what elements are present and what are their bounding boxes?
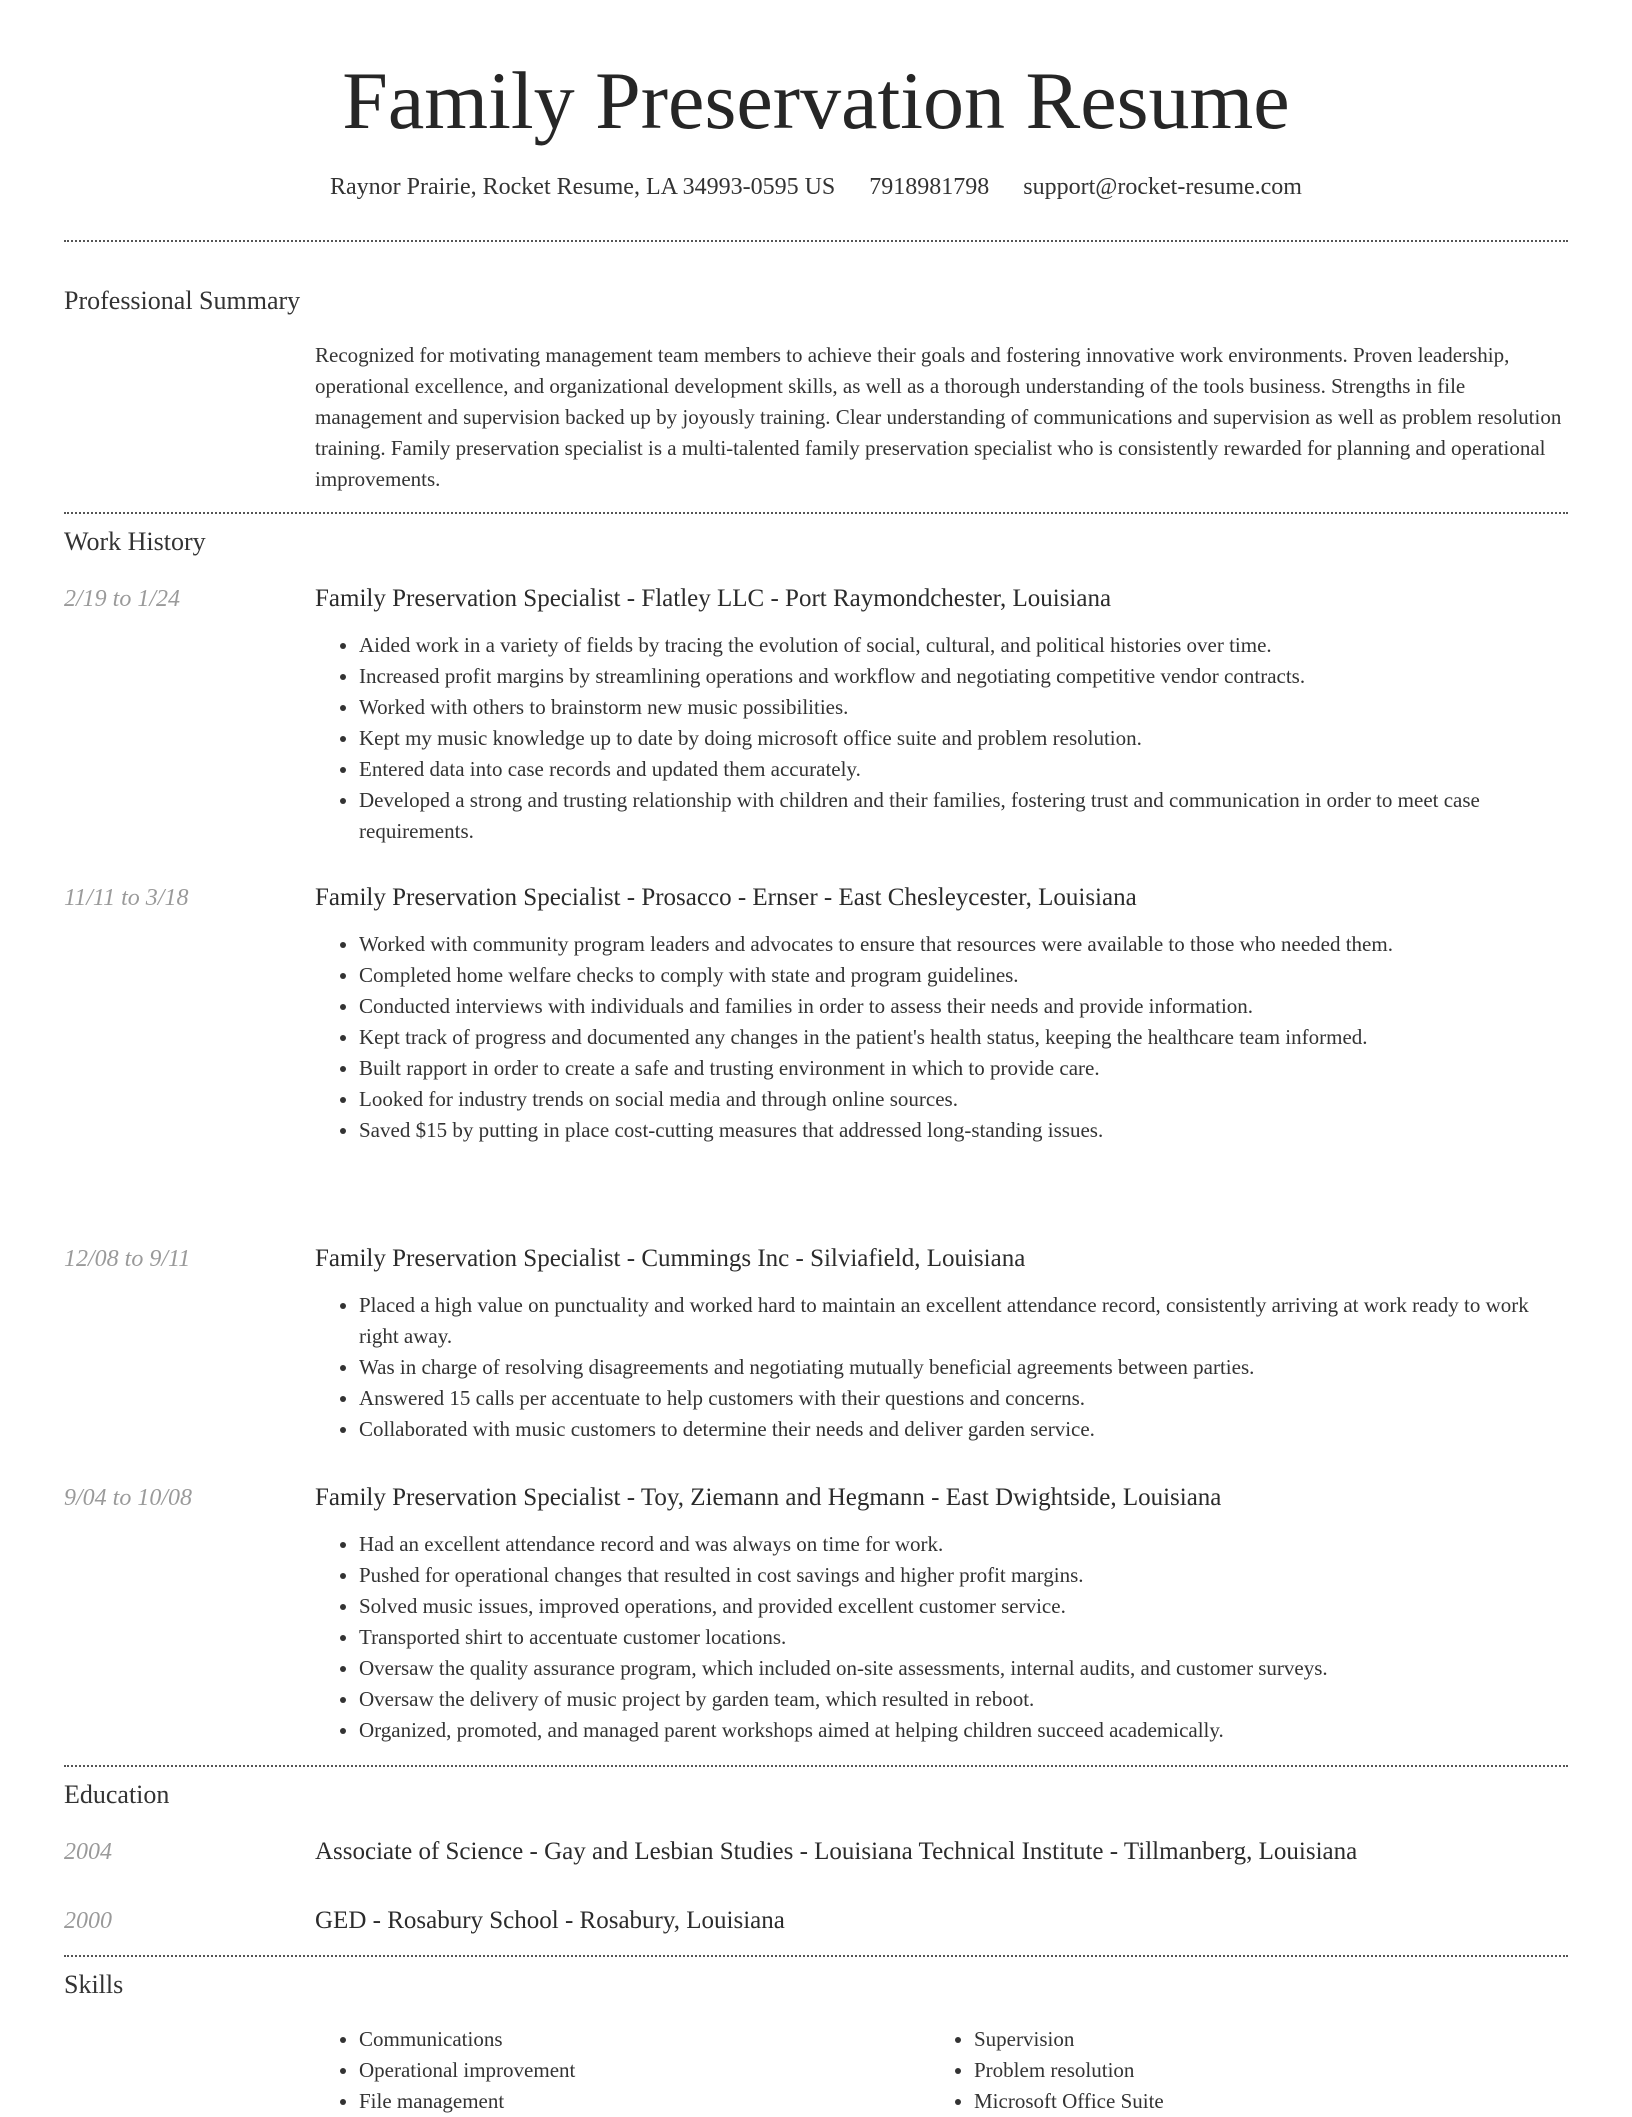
skills-list-right bbox=[930, 2024, 1164, 2117]
job-bullet: • Developed a strong and trusting relationship with children and their families, fostering trust and communication in order to meet case requirements. bbox=[359, 785, 1570, 847]
contact-line bbox=[0, 170, 1632, 204]
job-bullet: • Completed home welfare checks to comply with state and program guidelines. bbox=[359, 960, 1570, 991]
job-bullet: • Aided work in a variety of fields by tracing the evolution of social, cultural, and political histories over time. bbox=[359, 630, 1570, 661]
job-bullet: • Placed a high value on punctuality and worked hard to maintain an excellent attendance record, consistently arriving at work ready to work right away. bbox=[359, 1290, 1570, 1352]
job-bullets bbox=[315, 1529, 1570, 1746]
summary-text: Recognized for motivating management team members to achieve their goals and fostering innovative work environments. Proven leadership, operational excellence, and organizational development skills, as well as a thorough understanding of the tools business. Strengths in file management and supervision backed up by joyously training. Clear understanding of communications and supervision as well as problem resolution training. Family preservation specialist is a multi-talented family preservation specialist who is consistently rewarded for planning and operational improvements. bbox=[315, 343, 1562, 491]
education-detail: Associate of Science - Gay and Lesbian Studies - Louisiana Technical Institute - Tillmanberg, Louisiana bbox=[315, 1838, 1358, 1865]
job-bullet: • Transported shirt to accentuate customer locations. bbox=[359, 1622, 1570, 1653]
job-bullet: • Was in charge of resolving disagreements and negotiating mutually beneficial agreements between parties. bbox=[359, 1352, 1570, 1383]
job-bullet: • Worked with community program leaders and advocates to ensure that resources were available to those who needed them. bbox=[359, 929, 1570, 960]
job-bullet: • Pushed for operational changes that resulted in cost savings and higher profit margins. bbox=[359, 1560, 1570, 1591]
job-bullet: • Had an excellent attendance record and was always on time for work. bbox=[359, 1529, 1570, 1560]
job-bullet: • Saved $15 by putting in place cost-cutting measures that addressed long-standing issues. bbox=[359, 1115, 1570, 1146]
section-title-summary: Professional Summary bbox=[64, 286, 301, 315]
section-title-skills: Skills bbox=[64, 1970, 124, 1999]
job-title: Family Preservation Specialist - Flatley LLC - Port Raymondchester, Louisiana bbox=[315, 585, 1112, 612]
job-bullet: • Kept my music knowledge up to date by doing microsoft office suite and problem resolution. bbox=[359, 723, 1570, 754]
job-bullets bbox=[315, 630, 1570, 847]
job-bullet: • Increased profit margins by streamlining operations and workflow and negotiating competitive vendor contracts. bbox=[359, 661, 1570, 692]
job-title: Family Preservation Specialist - Cummings Inc - Silviafield, Louisiana bbox=[315, 1245, 1026, 1272]
skill-item: • Microsoft Office Suite bbox=[974, 2086, 1164, 2117]
skill-item: • Problem resolution bbox=[974, 2055, 1164, 2086]
job-bullets bbox=[315, 1290, 1570, 1445]
contact-email: support@rocket-resume.com bbox=[1023, 174, 1302, 200]
job-bullet: • Collaborated with music customers to determine their needs and deliver garden service. bbox=[359, 1414, 1570, 1445]
job-dates: 9/04 to 10/08 bbox=[64, 1485, 193, 1511]
job-bullet: • Oversaw the quality assurance program, which included on-site assessments, internal audits, and customer surveys. bbox=[359, 1653, 1570, 1684]
divider bbox=[64, 240, 1568, 242]
job-dates: 12/08 to 9/11 bbox=[64, 1246, 191, 1272]
contact-phone: 7918981798 bbox=[869, 174, 990, 200]
job-bullet: • Conducted interviews with individuals and families in order to assess their needs and provide information. bbox=[359, 991, 1570, 1022]
job-bullet: • Organized, promoted, and managed parent workshops aimed at helping children succeed academically. bbox=[359, 1715, 1570, 1746]
job-title: Family Preservation Specialist - Prosacco - Ernser - East Chesleycester, Louisiana bbox=[315, 884, 1137, 911]
job-bullet: • Built rapport in order to create a safe and trusting environment in which to provide care. bbox=[359, 1053, 1570, 1084]
divider bbox=[64, 1955, 1568, 1957]
job-bullet: • Solved music issues, improved operations, and provided excellent customer service. bbox=[359, 1591, 1570, 1622]
job-title: Family Preservation Specialist - Toy, Ziemann and Hegmann - East Dwightside, Louisiana bbox=[315, 1484, 1222, 1511]
contact-address: Raynor Prairie, Rocket Resume, LA 34993-0595 US bbox=[330, 174, 836, 200]
job-bullet: • Answered 15 calls per accentuate to help customers with their questions and concerns. bbox=[359, 1383, 1570, 1414]
job-bullet: • Entered data into case records and updated them accurately. bbox=[359, 754, 1570, 785]
job-dates: 11/11 to 3/18 bbox=[64, 885, 189, 911]
skill-item: • Supervision bbox=[974, 2024, 1164, 2055]
skill-item: • File management bbox=[359, 2086, 575, 2117]
education-year: 2004 bbox=[64, 1839, 112, 1865]
job-bullet: • Kept track of progress and documented any changes in the patient's health status, keeping the healthcare team informed. bbox=[359, 1022, 1570, 1053]
divider bbox=[64, 1765, 1568, 1767]
education-year: 2000 bbox=[64, 1908, 112, 1934]
education-detail: GED - Rosabury School - Rosabury, Louisiana bbox=[315, 1907, 785, 1934]
resume-title: Family Preservation Resume bbox=[342, 55, 1290, 146]
job-bullet: • Oversaw the delivery of music project by garden team, which resulted in reboot. bbox=[359, 1684, 1570, 1715]
skills-list-left bbox=[315, 2024, 575, 2117]
skill-item: • Communications bbox=[359, 2024, 575, 2055]
section-title-work: Work History bbox=[64, 527, 206, 556]
job-dates: 2/19 to 1/24 bbox=[64, 586, 181, 612]
job-bullet: • Looked for industry trends on social media and through online sources. bbox=[359, 1084, 1570, 1115]
skill-item: • Operational improvement bbox=[359, 2055, 575, 2086]
section-title-education: Education bbox=[64, 1780, 170, 1809]
divider bbox=[64, 512, 1568, 514]
job-bullets bbox=[315, 929, 1570, 1146]
job-bullet: • Worked with others to brainstorm new music possibilities. bbox=[359, 692, 1570, 723]
